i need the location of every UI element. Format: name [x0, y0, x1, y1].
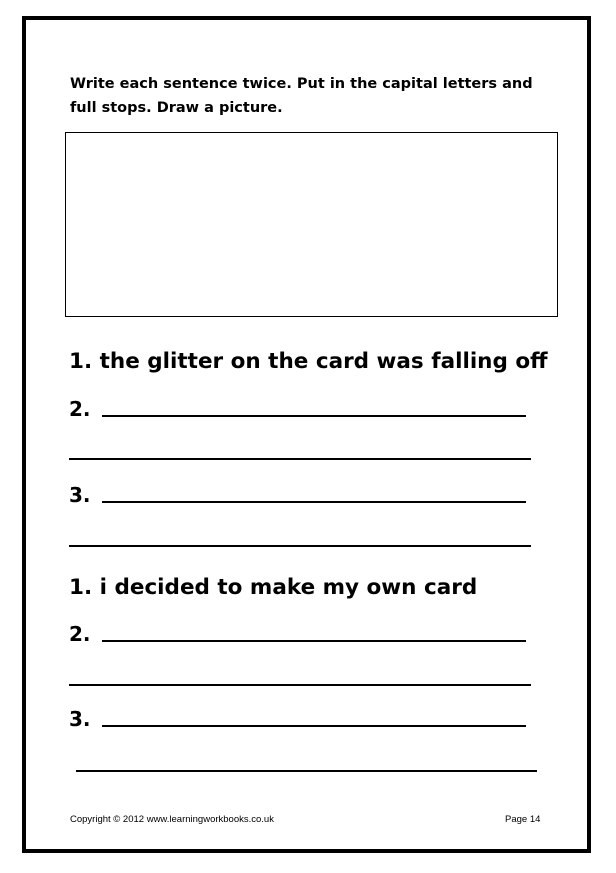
- exercise-2-row-2-line[interactable]: [102, 640, 526, 642]
- exercise-1-row-3-continuation-line[interactable]: [69, 545, 531, 547]
- exercise-1-row-2-number: 2.: [69, 397, 91, 421]
- instructions: Write each sentence twice. Put in the capital letters and full stops. Draw a picture.: [70, 76, 533, 116]
- exercise-2-row-3-number: 3.: [69, 707, 91, 731]
- exercise-2-row-3-line[interactable]: [102, 725, 526, 727]
- exercise-2-row-2-continuation-line[interactable]: [69, 684, 531, 686]
- exercise-2-sentence: 1. i decided to make my own card: [69, 575, 478, 600]
- copyright-notice: Copyright © 2012 www.learningworkbooks.co.uk: [70, 814, 274, 825]
- exercise-1-sentence: 1. the glitter on the card was falling off: [69, 349, 548, 374]
- exercise-1-row-2-line[interactable]: [102, 415, 526, 417]
- exercise-2-row-2-number: 2.: [69, 622, 91, 646]
- exercise-1-row-2-continuation-line[interactable]: [69, 458, 531, 460]
- exercise-2-row-3-continuation-line[interactable]: [76, 770, 537, 772]
- page-number: Page 14: [505, 814, 541, 825]
- drawing-box[interactable]: [65, 132, 558, 317]
- exercise-1-row-3-number: 3.: [69, 483, 91, 507]
- exercise-1-row-3-line[interactable]: [102, 501, 526, 503]
